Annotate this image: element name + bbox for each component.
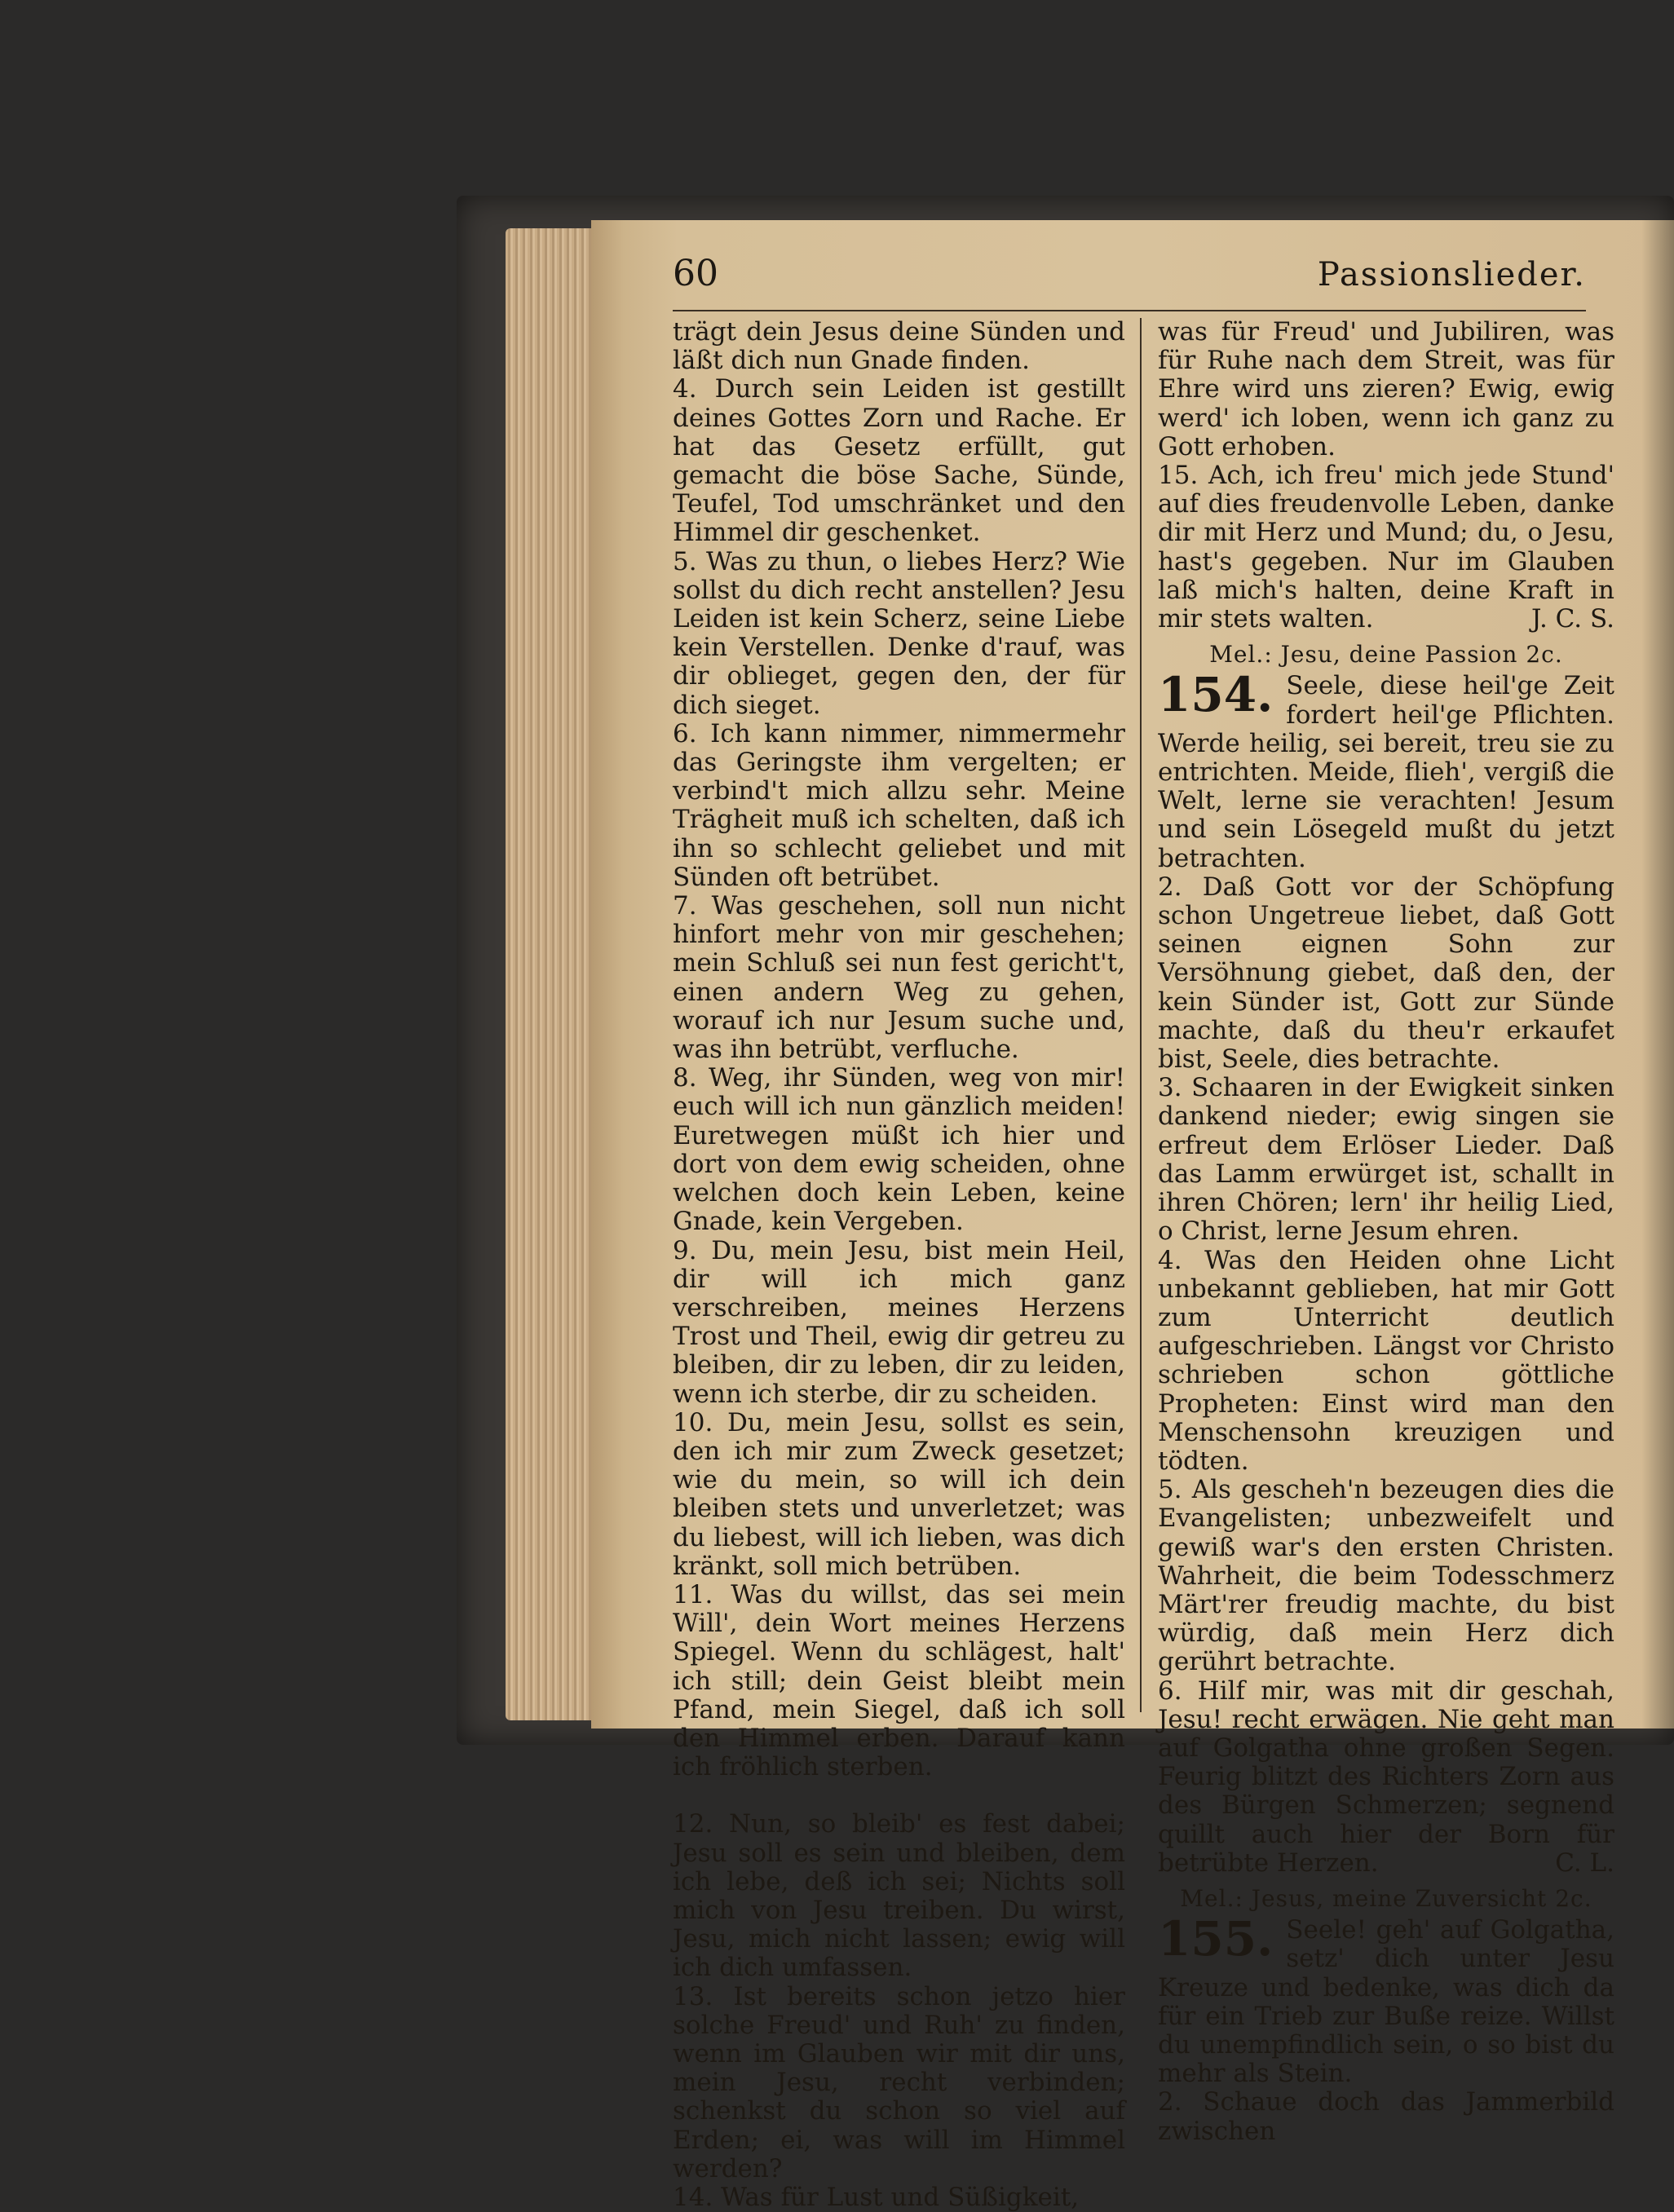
stanza: 6. Ich kann nimmer, nimmermehr das Geringste ihm vergelten; er verbind't mich allzu sehr. Meine Trägheit muß ich schelten, daß ich ihn so schlecht geliebet und mit Sünden oft betrübet. — [673, 718, 1125, 892]
hymn-154 — [1158, 667, 1614, 873]
stanza-gap — [673, 1782, 1125, 1810]
stanza: 7. Was geschehen, soll nun nicht hinfort mehr von mir geschehen; mein Schluß sei nun fest gericht't, einen andern Weg zu gehen, worauf ich nur Jesum suche und, was ihn betrübt, verfluche. — [673, 891, 1125, 1065]
stanza: 11. Was du willst, das sei mein Will', dein Wort meines Herzens Spiegel. Wenn du schlägest, halt' ich still; dein Geist bleibt mein Pfand, mein Siegel, daß ich soll den Himmel erben. Darauf kann ich fröhlich sterben. — [673, 1579, 1125, 1782]
author-initials: J. C. S. — [1530, 604, 1614, 634]
hymn-number: 154. — [1158, 667, 1274, 723]
stanza-text: 15. Ach, ich freu' mich jede Stund' auf dies freudenvolle Leben, danke dir mit Herz und Mund; du, o Jesu, hast's gegeben. Nur im Glauben laß mich's halten, deine Kraft in mir stets walten. — [1158, 461, 1614, 634]
stanza: 14. Was für Lust und Süßigkeit, — [673, 2183, 1080, 2212]
running-title: Passionslieder. — [1317, 256, 1586, 294]
stanza: 5. Was zu thun, o liebes Herz? Wie sollst du dich recht anstellen? Jesu Leiden ist kein Scherz, seine Liebe kein Verstellen. Denke d'rauf, was dir oblieget, gegen den, der für dich sieget. — [673, 546, 1125, 720]
stanza: 4. Was den Heiden ohne Licht unbekannt geblieben, hat mir Gott zum Unterricht deutlich aufgeschrieben. Längst vor Christo schrieben schon göttliche Propheten: Einst wird man den Menschensohn kreuzigen und tödten. — [1158, 1245, 1614, 1476]
stanza: 10. Du, mein Jesu, sollst es sein, den ich mir zum Zweck gesetzet; wie du mein, so will ich dein bleiben stets und unverletzet; was du liebest, will ich lieben, was dich kränkt, soll mich betrüben. — [673, 1407, 1125, 1581]
hymn-155 — [1158, 1911, 1614, 2089]
stanza: 5. Als gescheh'n bezeugen dies die Evangelisten; unbezweifelt und gewiß war's den ersten Christen. Wahrheit, die beim Todesschmerz Märt'rer freudig machte, du bist würdig, daß mein Herz dich gerührt betrachte. — [1158, 1475, 1614, 1677]
page-gutter-shadow — [1641, 220, 1674, 1729]
stanza: trägt dein Jesus deine Sünden und läßt dich nun Gnade finden. — [673, 317, 1125, 376]
stanza: 3. Schaaren in der Ewigkeit sinken dankend nieder; ewig singen sie erfreut dem Erlöser Lieder. Daß das Lamm erwürget ist, schallt in ihren Chören; lern' ihr heilig Lied, o Christ, lerne Jesum ehren. — [1158, 1073, 1614, 1247]
stanza-text: 6. Hilf mir, was mit dir geschah, Jesu! recht erwägen. Nie geht man auf Golgatha ohne großen Segen. Feurig blitzt des Richters Zorn aus des Bürgen Schmerzen; segnend quillt auch hier der Born für betrübte Herzen. — [1158, 1676, 1614, 1878]
right-column — [1158, 318, 1614, 2146]
book-page — [591, 220, 1674, 2212]
stanza: 12. Nun, so bleib' es fest dabei; Jesu soll es sein und bleiben, dem ich lebe, deß ich sei; Nichts soll mich von Jesu treiben. Du wirst, Jesu, mich nicht lassen; ewig will ich dich umfassen. — [673, 1809, 1125, 1983]
page-header — [673, 253, 1586, 310]
hymn-first-stanza: Seele, diese heil'ge Zeit fordert heil'ge Pflichten. Werde heilig, sei bereit, treu sie zu entrichten. Meide, flieh', vergiß die Welt, lerne sie verachten! Jesum und sein Lösegeld mußt du jetzt betrachten. — [1158, 671, 1614, 873]
stanza: 9. Du, mein Jesu, bist mein Heil, dir will ich mich ganz verschreiben, meines Herzens Trost und Theil, ewig dir getreu zu bleiben, dir zu leben, dir zu leiden, wenn ich sterbe, dir zu scheiden. — [673, 1235, 1125, 1409]
stanza: 8. Weg, ihr Sünden, weg von mir! euch will ich nun gänzlich meiden! Euretwegen müßt ich hier und dort von dem ewig scheiden, ohne welchen doch kein Leben, keine Gnade, kein Vergeben. — [673, 1063, 1125, 1237]
melody-line: Mel.: Jesus, meine Zuversicht 2c. — [1180, 1884, 1592, 1912]
left-column — [673, 318, 1125, 2212]
stanza: 2. Daß Gott vor der Schöpfung schon Ungetreue liebet, daß Gott seinen eignen Sohn zur Versöhnung giebet, daß den, der kein Sünder ist, Gott zur Sünde machte, daß du theu'r erkaufet bist, Seele, dies betrachte. — [1158, 872, 1614, 1075]
page-number: 60 — [673, 253, 718, 294]
hymn-number: 155. — [1158, 1911, 1274, 1967]
melody-line: Mel.: Jesu, deine Passion 2c. — [1209, 641, 1563, 669]
column-divider — [1140, 318, 1142, 1712]
page-edges — [506, 228, 595, 1720]
stanza: 13. Ist bereits schon jetzo hier solche Freud' und Ruh' zu finden, wenn im Glauben wir mit dir uns, mein Jesu, recht verbinden; schenkst du schon so viel auf Erden; ei, was will im Himmel werden? — [673, 1981, 1125, 2183]
stanza: 4. Durch sein Leiden ist gestillt deines Gottes Zorn und Rache. Er hat das Gesetz erfüllt, gut gemacht die böse Sache, Sünde, Teufel, Tod umschränket und den Himmel dir geschenket. — [673, 374, 1125, 548]
stanza — [1158, 1677, 1614, 1878]
stanza: 2. Schaue doch das Jammerbild zwischen — [1158, 2087, 1614, 2146]
author-initials: C. L. — [1555, 1848, 1614, 1878]
stanza — [1158, 461, 1614, 634]
hymn-first-stanza: Seele! geh' auf Golgatha, setz' dich unter Jesu Kreuze und bedenke, was dich da für ein Trieb zur Buße reize. Willst du unempfindlich sein, o so bist du mehr als Stein. — [1158, 1915, 1614, 2089]
header-rule — [673, 310, 1586, 311]
stanza-continuation: was für Freud' und Jubiliren, was für Ruhe nach dem Streit, was für Ehre wird uns zieren? Ewig, ewig werd' ich loben, wenn ich ganz zu Gott erhoben. — [1158, 317, 1614, 461]
